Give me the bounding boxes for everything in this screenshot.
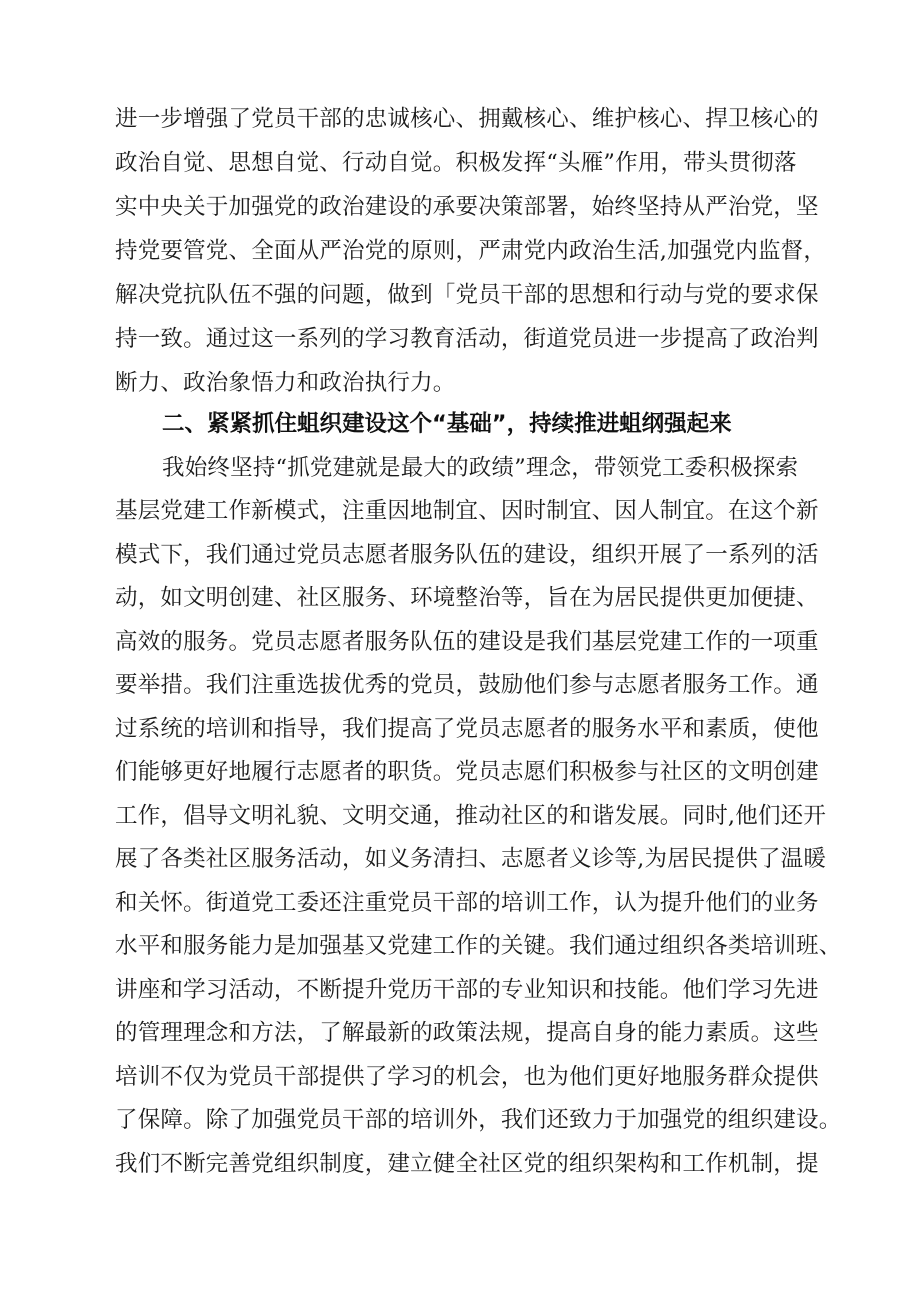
paragraph-line: 和关怀。街道党工委还注重党员干部的培训工作，认为提升他们的业务 — [115, 890, 819, 916]
paragraph-line: 工作，倡导文明礼貌、文明交通，推动社区的和谐发展。同时,他们还开 — [115, 803, 827, 829]
paragraph-line: 实中央关于加强党的政治建设的承要决策部署，始终坚持从严治党，坚 — [115, 194, 819, 220]
paragraph-line: 政治自觉、思想自觉、行动自觉。积极发挥“头雁”作用，带头贯彻落 — [115, 150, 797, 176]
paragraph-line: 展了各类社区服务活动，如义务清扫、志愿者义诊等,为居民提供了温暖 — [115, 846, 827, 872]
paragraph-line: 模式下，我们通过党员志愿者服务队伍的建设，组织开展了一系列的活 — [115, 542, 819, 568]
paragraph-line: 培训不仅为党员干部提供了学习的机会，也为他们更好地服务群众提供 — [115, 1064, 819, 1090]
paragraph-line: 持党要管党、全面从严治党的原则，严肃党内政治生活,加强党内监督， — [115, 238, 827, 264]
paragraph-line: 高效的服务。党员志愿者服务队伍的建设是我们基层党建工作的一项重 — [115, 629, 819, 655]
section-heading: 二、紧紧抓住蛆织建设这个“基础”，持续推进蛆纲强起来 — [162, 411, 732, 437]
paragraph-line: 持一致。通过这一系列的学习教育活动，街道党员进一步提高了政治判 — [115, 326, 819, 352]
paragraph-line: 解决党抗队伍不强的问题，做到「党员干部的思想和行动与党的要求保 — [115, 282, 819, 308]
paragraph-line: 的管理理念和方法，了解最新的政策法规，提高自身的能力素质。这些 — [115, 1020, 819, 1046]
paragraph-line: 水平和服务能力是加强基又党建工作的关键。我们通过组织各类培训班、 — [115, 933, 842, 959]
paragraph-line: 要举措。我们注重选拔优秀的党员，鼓励他们参与志愿者服务工作。通 — [115, 672, 819, 698]
paragraph-line: 断力、政治象悟力和政治执行力。 — [115, 370, 456, 396]
paragraph-line: 了保障。除了加强党员干部的培训外，我们还致力于加强党的组织建设。 — [115, 1107, 842, 1133]
paragraph-line: 过系统的培训和指导，我们提高了党员志愿者的服务水平和素质，使他 — [115, 716, 819, 742]
paragraph-line: 我始终坚持“抓党建就是最大的政绩”理念，带领党工委积极探索 — [162, 455, 799, 481]
paragraph-line: 基层党建工作新模式，注重因地制宜、因时制宜、因人制宜。在这个新 — [115, 498, 819, 524]
paragraph-line: 动，如文明创建、社区服务、环境整治等，旨在为居民提供更加便捷、 — [115, 585, 819, 611]
paragraph-line: 讲座和学习活动，不断提升党历干部的专业知识和技能。他们学习先进 — [115, 977, 819, 1003]
paragraph-line: 进一步增强了党员干部的忠诚核心、拥戴核心、维护核心、捍卫核心的 — [115, 106, 819, 132]
paragraph-line: 我们不断完善党组织制度，建立健全社区党的组织架构和工作机制，提 — [115, 1151, 819, 1177]
paragraph-line: 们能够更好地履行志愿者的职货。党员志愿们积极参与社区的文明创建 — [115, 759, 819, 785]
